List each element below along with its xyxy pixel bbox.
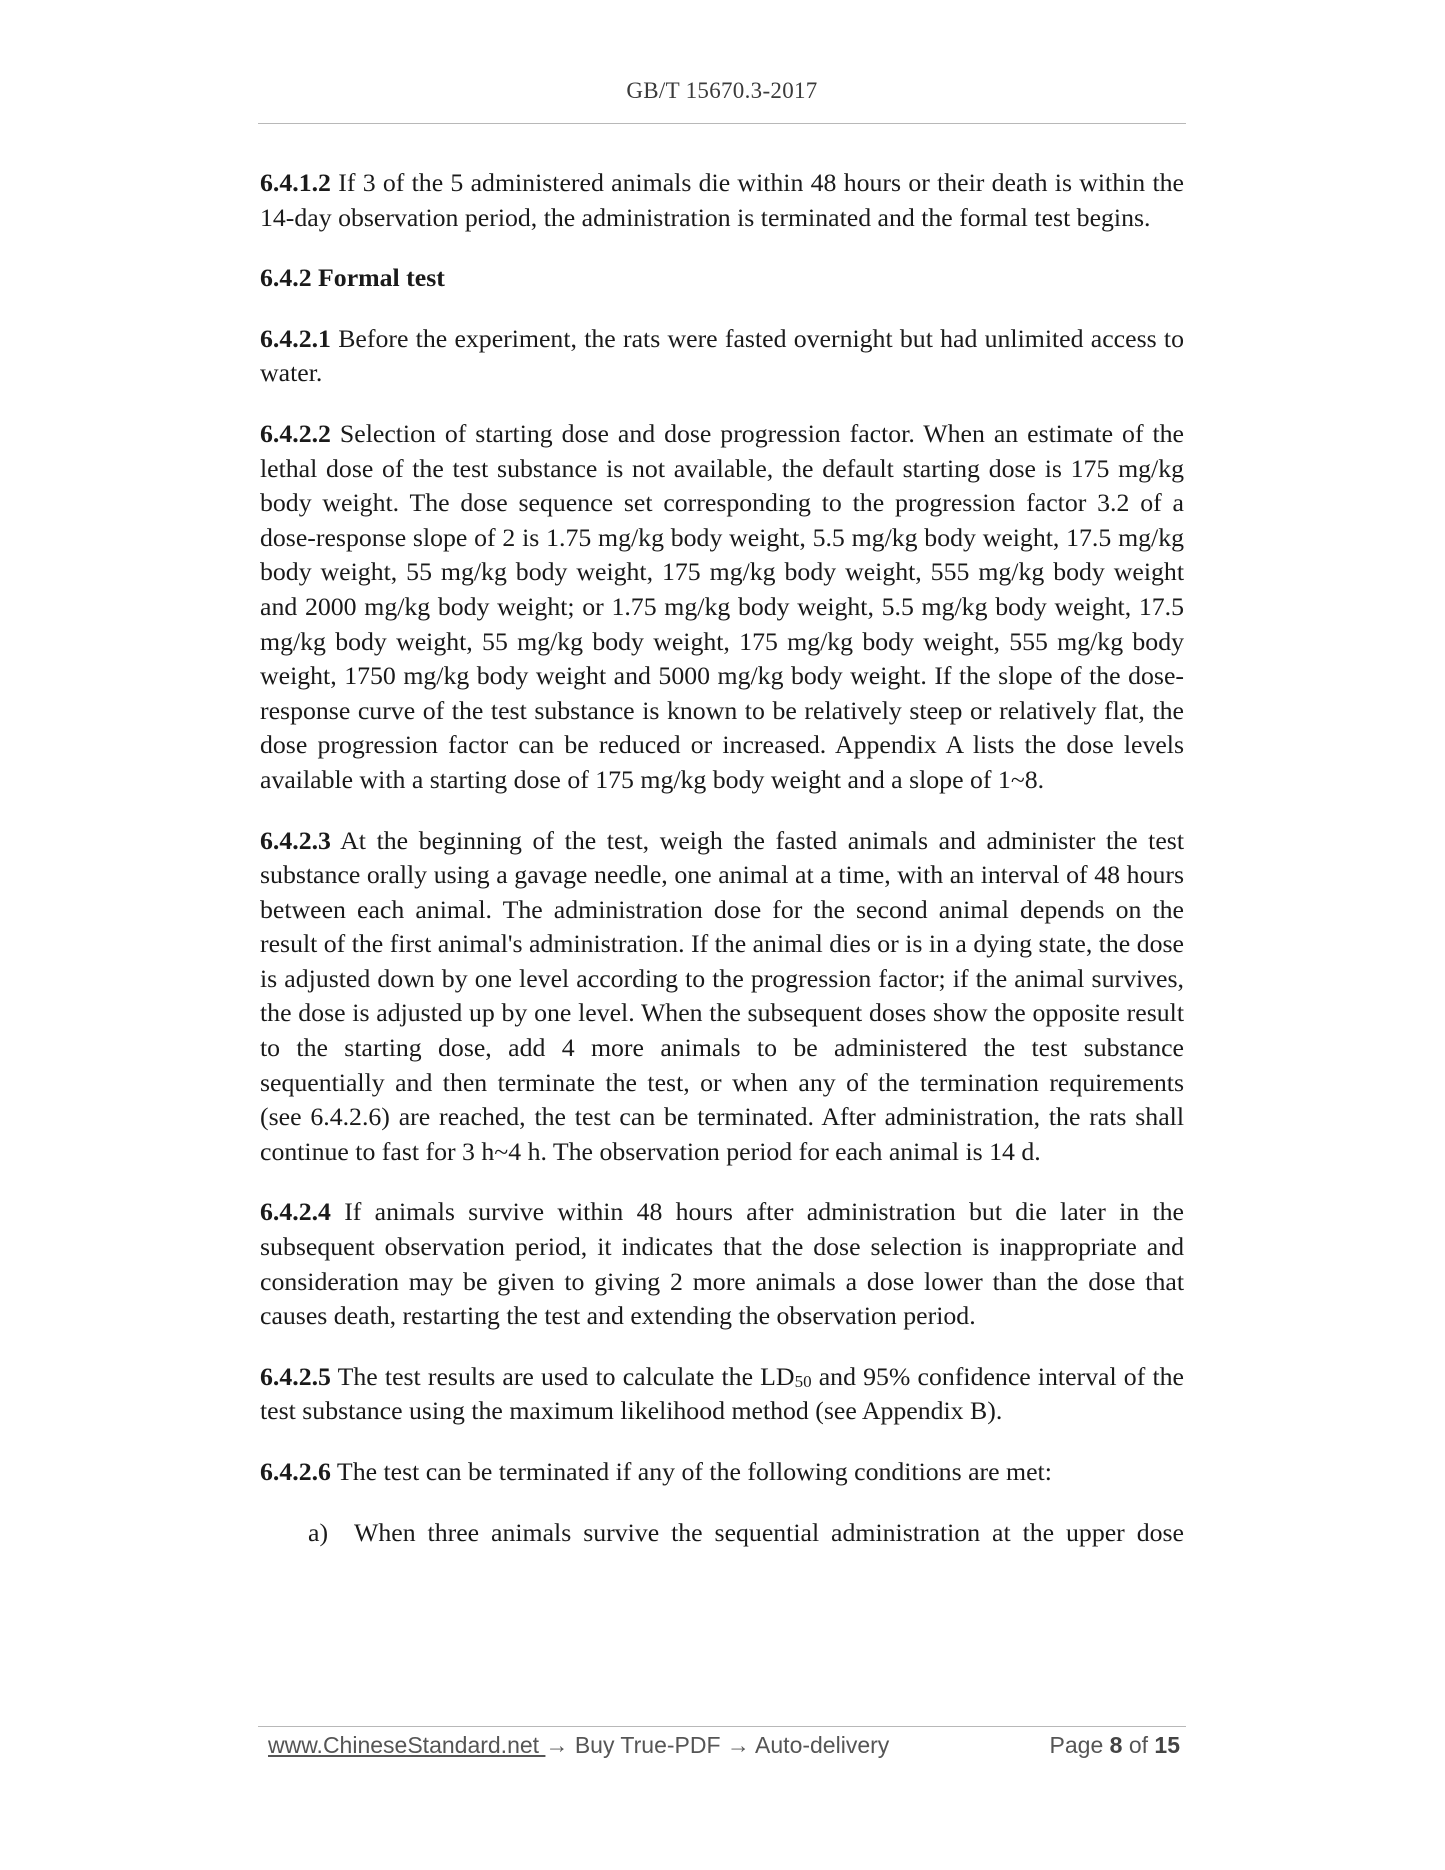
clause-text: Selection of starting dose and dose progression factor. When an estimate of the lethal dose of the test substance is not available, the default starting dose is 175 mg/kg body weight. The dose sequence set corresponding to the progression factor 3.2 of a dose-response slope of 2 is 1.75 mg/kg body weight, 5.5 mg/kg body weight, 17.5 mg/kg body weight, 55 mg/kg body weight, 175 mg/kg body weight, 555 mg/kg body weight and 2000 mg/kg body weight; or 1.75 mg/kg body weight, 5.5 mg/kg body weight, 17.5 mg/kg body weight, 55 mg/kg body weight, 175 mg/kg body weight, 555 mg/kg body weight, 1750 mg/kg body weight and 5000 mg/kg body weight. If the slope of the dose-response curve of the test substance is known to be relatively steep or relatively flat, the dose progression factor can be reduced or increased. Appendix A lists the dose levels available with a starting dose of 175 mg/kg body weight and a slope of 1~8.	[260, 418, 1184, 794]
subscript-50: 50	[794, 1371, 812, 1391]
clause-6-4-2-3	[260, 824, 1184, 1170]
list-item-a	[260, 1516, 1184, 1551]
clause-text: If 3 of the 5 administered animals die within 48 hours or their death is within the 14-day observation period, the administration is terminated and the formal test begins.	[260, 168, 1184, 232]
clause-number: 6.4.2.4	[260, 1197, 331, 1227]
clause-6-4-1-2	[260, 166, 1184, 235]
buy-true-pdf-text: Buy True-PDF	[568, 1732, 727, 1758]
header-divider	[258, 123, 1186, 124]
clause-text: The test results are used to calculate the LD	[330, 1361, 795, 1391]
section-heading-6-4-2	[260, 261, 1184, 296]
page-indicator	[1050, 1732, 1180, 1759]
clause-text: If animals survive within 48 hours after administration but die later in the subsequent observation period, it indicates that the dose selection is inappropriate and consideration may be given to giving 2 more animals a dose lower than the dose that causes death, restarting the test and extending the observation period.	[260, 1197, 1184, 1331]
chinesestandard-link[interactable]: www.ChineseStandard.net	[268, 1732, 546, 1758]
page-footer	[268, 1732, 1180, 1772]
document-header: GB/T 15670.3-2017	[626, 78, 818, 103]
list-marker: a)	[308, 1517, 329, 1547]
clause-6-4-2-2	[260, 417, 1184, 798]
clause-text-continued: and 95% confidence interval of the test substance using the maximum likelihood method (see Appendix B).	[260, 1361, 1184, 1426]
clause-6-4-2-5	[260, 1360, 1184, 1429]
section-heading-text: 6.4.2 Formal test	[260, 263, 445, 293]
clause-number: 6.4.2.3	[260, 825, 331, 855]
footer-links	[268, 1732, 889, 1759]
clause-6-4-2-1	[260, 322, 1184, 391]
footer-divider	[258, 1726, 1186, 1727]
clause-text: Before the experiment, the rats were fasted overnight but had unlimited access to water.	[260, 323, 1184, 388]
clause-6-4-2-6	[260, 1455, 1184, 1490]
clause-number: 6.4.2.6	[260, 1457, 331, 1486]
page-number: 8	[1109, 1732, 1123, 1758]
arrow-right-icon: →	[545, 1732, 569, 1758]
clause-number: 6.4.2.2	[260, 418, 331, 448]
list-item-text: When three animals survive the sequential administration at the upper dose	[354, 1517, 1184, 1547]
of-label: of	[1122, 1732, 1155, 1758]
auto-delivery-text: Auto-delivery	[749, 1732, 890, 1758]
clause-number: 6.4.2.5	[260, 1361, 331, 1391]
page-label: Page	[1049, 1732, 1110, 1758]
clause-number: 6.4.1.2	[260, 168, 331, 197]
arrow-right-icon: →	[726, 1732, 750, 1758]
clause-6-4-2-4	[260, 1195, 1184, 1333]
document-body	[260, 166, 1184, 1550]
clause-text: The test can be terminated if any of the following conditions are met:	[330, 1457, 1052, 1486]
clause-number: 6.4.2.1	[260, 323, 331, 353]
page-total: 15	[1154, 1732, 1180, 1758]
clause-text: At the beginning of the test, weigh the fasted animals and administer the test substance orally using a gavage needle, one animal at a time, with an interval of 48 hours between each animal. The administration dose for the second animal depends on the result of the first animal's administration. If the animal dies or is in a dying state, the dose is adjusted down by one level according to the progression factor; if the animal survives, the dose is adjusted up by one level. When the subsequent doses show the opposite result to the starting dose, add 4 more animals to be administered the test substance sequentially and then terminate the test, or when any of the termination requirements (see 6.4.2.6) are reached, the test can be terminated. After administration, the rats shall continue to fast for 3 h~4 h. The observation period for each animal is 14 d.	[260, 825, 1184, 1166]
